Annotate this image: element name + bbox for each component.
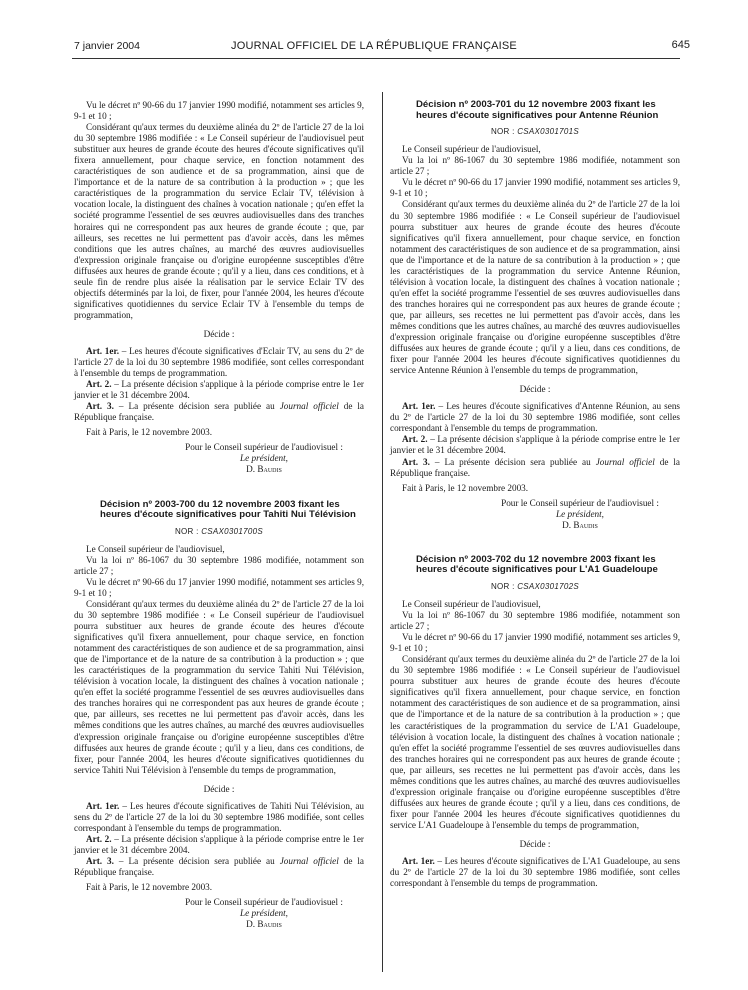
article-1-label: Art. 1er.: [86, 800, 120, 811]
article-2-text: – La présente décision s'applique à la période comprise entre le 1er janvier et le 31 décembre 2004.: [74, 833, 364, 855]
page-number: 645: [671, 39, 690, 51]
nor-label: NOR :: [490, 127, 518, 137]
article-3-text-post: de la République française.: [74, 401, 365, 423]
decide-heading: Décide :: [203, 783, 235, 794]
considerant-paragraph: Considérant qu'aux termes du deuxième alinéa du 2º de l'article 27 de la loi du 30 septembre 1986 modifiée : « Le Conseil supérieur de l'audiovisuel pourra substituer aux heures de grande écoute des heures d'écoute significatives qu'il fixera annuellement, pour chaque service, en fonction notamment des caractéristiques de son audience et de sa programmation, ainsi que de l'importance et de la nature de sa contribution à la production » ; que les caractéristiques de la programmation du service Antenne Réunion, télévision à vocation locale, la distinguent des chaînes à vocation nationale ; qu'en effet la société programme l'essentiel de ses œuvres audiovisuelles dans des tranches horaires qui ne correspondent pas aux heures de grande écoute ; que, par ailleurs, ses recettes ne lui permettent pas d'avoir accès, dans les mêmes conditions que les autres chaînes, au marché des œuvres audiovisuelles d'expression originale française ou d'origine européenne susceptibles d'être diffusées aux heures de grande écoute ; qu'il y a lieu, dans ces conditions, de fixer pour l'année 2004 les heures d'écoute significatives quotidiennes du service Antenne Réunion à l'ensemble du temps de programmation,: [390, 199, 680, 376]
article-2: [74, 834, 364, 856]
conseil-paragraph: Le Conseil supérieur de l'audiovisuel,: [402, 144, 541, 155]
considerant-paragraph: Considérant qu'aux termes du deuxième alinéa du 2º de l'article 27 de la loi du 30 septembre 1986 modifiée : « Le Conseil supérieur de l'audiovisuel pourra substituer aux heures de grande écoute des heures d'écoute significatives qu'il fixera annuellement, pour chaque service, en fonction notamment des caractéristiques de son audience et de sa programmation, ainsi que de l'importance et de la nature de sa contribution à la production » ; que les caractéristiques de la programmation du service Tahiti Nui Télévision, télévision à vocation locale, la distinguent des chaînes à vocation nationale ; qu'en effet la société programme l'essentiel de ses œuvres audiovisuelles dans des tranches horaires qui ne correspondent pas aux heures de grande écoute ; que, par ailleurs, ses recettes ne lui permettent pas d'avoir accès, dans les mêmes conditions que les autres chaînes, au marché des œuvres audiovisuelles d'expression originale française ou d'origine européenne susceptibles d'être diffusées aux heures de grande écoute ; qu'il y a lieu, dans ces conditions, de fixer, pour l'année 2004, les heures d'écoute significatives quotidiennes du service Tahiti Nui Télévision à l'ensemble du temps de programmation,: [74, 598, 364, 775]
left-column: [74, 100, 364, 930]
article-2-label: Art. 2.: [86, 833, 112, 844]
decision-title: Décision nº 2003-701 du 12 novembre 2003 fixant les heures d'écoute significatives pour Antenne Réunion: [416, 99, 659, 121]
right-column: [390, 100, 680, 889]
nor-reference: [74, 526, 364, 537]
article-2-label: Art. 2.: [86, 379, 112, 390]
decision-title: Décision nº 2003-702 du 12 novembre 2003 fixant les heures d'écoute significatives pour L'A1 Guadeloupe: [416, 553, 658, 576]
article-1-text: – Les heures d'écoute significatives d'Antenne Réunion, au sens du 2º de l'article 27 de la loi du 30 septembre 1986 modifiée, sont celles correspondant à l'ensemble du temps de programmation.: [390, 401, 680, 434]
signature-title: [164, 908, 364, 919]
article-3-text-pre: – La présente décision sera publiée au: [429, 456, 596, 467]
signature-title-text: Le président,: [240, 453, 288, 464]
vu-decret-paragraph: Vu le décret nº 90-66 du 17 janvier 1990 modifié, notamment ses articles 9, 9-1 et 10 ;: [74, 576, 364, 598]
article-2-text: – La présente décision s'applique à la période comprise entre le 1er janvier et le 31 décembre 2004.: [74, 379, 364, 401]
journal-officiel-ref: Journal officiel: [279, 401, 339, 412]
article-3-label: Art. 3.: [402, 456, 430, 467]
article-3-text-post: de la République française.: [74, 856, 365, 878]
article-1-label: Art. 1er.: [86, 345, 120, 356]
considerant-paragraph: Considérant qu'aux termes du deuxième alinéa du 2º de l'article 27 de la loi du 30 septembre 1986 modifiée : « Le Conseil supérieur de l'audiovisuel peut substituer aux heures de grande écoute des heures d'écoute significatives qu'il fixera annuellement, pour chaque service, en fonction notamment des caractéristiques de son audience et de sa programmation, ainsi que de l'importance et de la nature de sa contribution à la production » ; que les caractéristiques de la programmation du service Eclair TV, télévision à vocation locale, la distinguent des chaînes à vocation nationale ; qu'en effet la société programme l'essentiel de ses œuvres audiovisuelles dans des tranches horaires qui ne correspondent pas aux heures de grande écoute ; que, par ailleurs, ses recettes ne lui permettent pas d'avoir accès, dans les mêmes conditions que les autres chaînes, au marché des œuvres audiovisuelles d'expression originale française ou d'origine européenne susceptibles d'être diffusées aux heures de grande écoute ; qu'il y a lieu, dans ces conditions, et à seule fin de rendre plus aisée la réalisation par le service Eclair TV des objectifs déterminés par la loi, de fixer, pour l'année 2004, les heures d'écoute significatives quotidiennes du service Eclair TV à l'ensemble du temps de programmation,: [74, 122, 364, 320]
article-1-text: – Les heures d'écoute significatives de L'A1 Guadeloupe, au sens du 2º de l'article 27 de la loi du 30 septembre 1986 modifiée, sont celles correspondant à l'ensemble du temps de programmation.: [390, 856, 680, 889]
article-1: [74, 801, 364, 834]
signature-name: D. Baudis: [246, 464, 282, 475]
vu-decret-paragraph: Vu le décret nº 90-66 du 17 janvier 1990 modifié, notamment ses articles 9, 9-1 et 10 ;: [390, 177, 680, 199]
signature-title: [164, 453, 364, 464]
nor-reference: [390, 581, 680, 592]
vu-loi-paragraph: Vu la loi nº 86-1067 du 30 septembre 1986 modifiée, notamment son article 27 ;: [390, 610, 680, 632]
nor-label: NOR :: [174, 526, 202, 536]
nor-label: NOR :: [490, 581, 518, 591]
fait-line: Fait à Paris, le 12 novembre 2003.: [86, 882, 213, 893]
journal-officiel-ref: Journal officiel: [279, 856, 339, 866]
signature-title-text: Le président,: [240, 908, 288, 919]
signature-line: Pour le Conseil supérieur de l'audiovisuel :: [185, 442, 343, 453]
header-rule: [72, 58, 680, 59]
article-3-text-pre: – La présente décision sera publiée au: [113, 856, 280, 866]
signature-line: Pour le Conseil supérieur de l'audiovisuel :: [185, 897, 343, 908]
article-1-label: Art. 1er.: [402, 856, 435, 867]
signature-name: D. Baudis: [246, 919, 282, 930]
article-3: [390, 457, 680, 479]
journal-title: JOURNAL OFFICIEL DE LA RÉPUBLIQUE FRANÇAISE: [231, 40, 517, 52]
signature-name: D. Baudis: [562, 519, 598, 530]
article-3-text-pre: – La présente décision sera publiée au: [113, 401, 280, 412]
vu-loi-paragraph: Vu la loi nº 86-1067 du 30 septembre 1986 modifiée, notamment son article 27 ;: [74, 554, 364, 576]
page-header: [0, 38, 748, 56]
considerant-paragraph: Considérant qu'aux termes du deuxième alinéa du 2º de l'article 27 de la loi du 30 septembre 1986 modifiée : « Le Conseil supérieur de l'audiovisuel pourra substituer aux heures de grande écoute des heures d'écoute significatives qu'il fixera annuellement, pour chaque service, en fonction notamment des caractéristiques de son audience et de sa programmation, ainsi que de l'importance et de la nature de sa contribution à la production » ; que les caractéristiques de la programmation du service de L'A1 Guadeloupe, télévision à vocation locale, la distinguent des chaînes à vocation nationale ; qu'en effet la société programme l'essentiel de ses œuvres audiovisuelles dans des tranches horaires qui ne correspondent pas aux heures de grande écoute ; que, par ailleurs, ses recettes ne lui permettent pas d'avoir accès, dans les mêmes conditions que les autres chaînes, au marché des œuvres audiovisuelles d'expression originale française ou d'origine européenne susceptibles d'être diffusées aux heures de grande écoute ; qu'il y a lieu, dans ces conditions, de fixer pour l'année 2004 les heures d'écoute significatives quotidiennes du service L'A1 Guadeloupe à l'ensemble du temps de programmation,: [390, 654, 680, 830]
vu-decret-paragraph: Vu le décret nº 90-66 du 17 janvier 1990 modifié, notamment ses articles 9, 9-1 et 10 ;: [74, 100, 364, 122]
article-1: [390, 856, 680, 889]
article-3: [74, 401, 364, 423]
vu-decret-paragraph: Vu le décret nº 90-66 du 17 janvier 1990 modifié, notamment ses articles 9, 9-1 et 10 ;: [390, 632, 680, 654]
nor-code: CSAX0301701S: [517, 127, 580, 137]
article-3: [74, 856, 364, 878]
conseil-paragraph: Le Conseil supérieur de l'audiovisuel,: [402, 599, 541, 610]
article-2: [390, 434, 680, 456]
article-1-text: – Les heures d'écoute significatives d'Eclair TV, au sens du 2º de l'article 27 de la loi du 30 septembre 1986 modifiée, sont celles correspondant à l'ensemble du temps de programmation.: [74, 345, 365, 379]
column-divider: [382, 92, 383, 972]
journal-officiel-ref: Journal officiel: [595, 456, 655, 467]
nor-reference: [390, 126, 680, 137]
article-1: [390, 401, 680, 434]
article-2-text: – La présente décision s'applique à la période comprise entre le 1er janvier et le 31 décembre 2004.: [390, 434, 680, 456]
fait-line: Fait à Paris, le 12 novembre 2003.: [86, 427, 213, 438]
article-1-text: – Les heures d'écoute significatives de Tahiti Nui Télévision, au sens du 2º de l'article 27 de la loi du 30 septembre 1986 modifiée, sont celles correspondant à l'ensemble du temps de programmation.: [74, 800, 365, 833]
article-3-label: Art. 3.: [86, 401, 114, 412]
nor-code: CSAX0301702S: [517, 581, 580, 591]
article-3-label: Art. 3.: [86, 856, 114, 866]
article-3-text-post: de la République française.: [390, 456, 681, 478]
conseil-paragraph: Le Conseil supérieur de l'audiovisuel,: [86, 543, 225, 554]
header-date: 7 janvier 2004: [74, 40, 140, 52]
nor-code: CSAX0301700S: [201, 526, 264, 536]
article-1-label: Art. 1er.: [402, 401, 436, 412]
decide-heading: Décide :: [519, 839, 551, 849]
fait-line: Fait à Paris, le 12 novembre 2003.: [402, 482, 529, 493]
article-1: [74, 346, 364, 379]
signature-line: Pour le Conseil supérieur de l'audiovisuel :: [501, 497, 659, 508]
signature-title-text: Le président,: [556, 508, 604, 519]
article-2: [74, 379, 364, 401]
decide-heading: Décide :: [519, 384, 551, 395]
decide-heading: Décide :: [203, 328, 235, 339]
article-2-label: Art. 2.: [402, 434, 428, 445]
decision-title: Décision nº 2003-700 du 12 novembre 2003 fixant les heures d'écoute significatives pour Tahiti Nui Télévision: [100, 498, 356, 521]
signature-title: [480, 509, 680, 520]
vu-loi-paragraph: Vu la loi nº 86-1067 du 30 septembre 1986 modifiée, notamment son article 27 ;: [390, 155, 680, 177]
